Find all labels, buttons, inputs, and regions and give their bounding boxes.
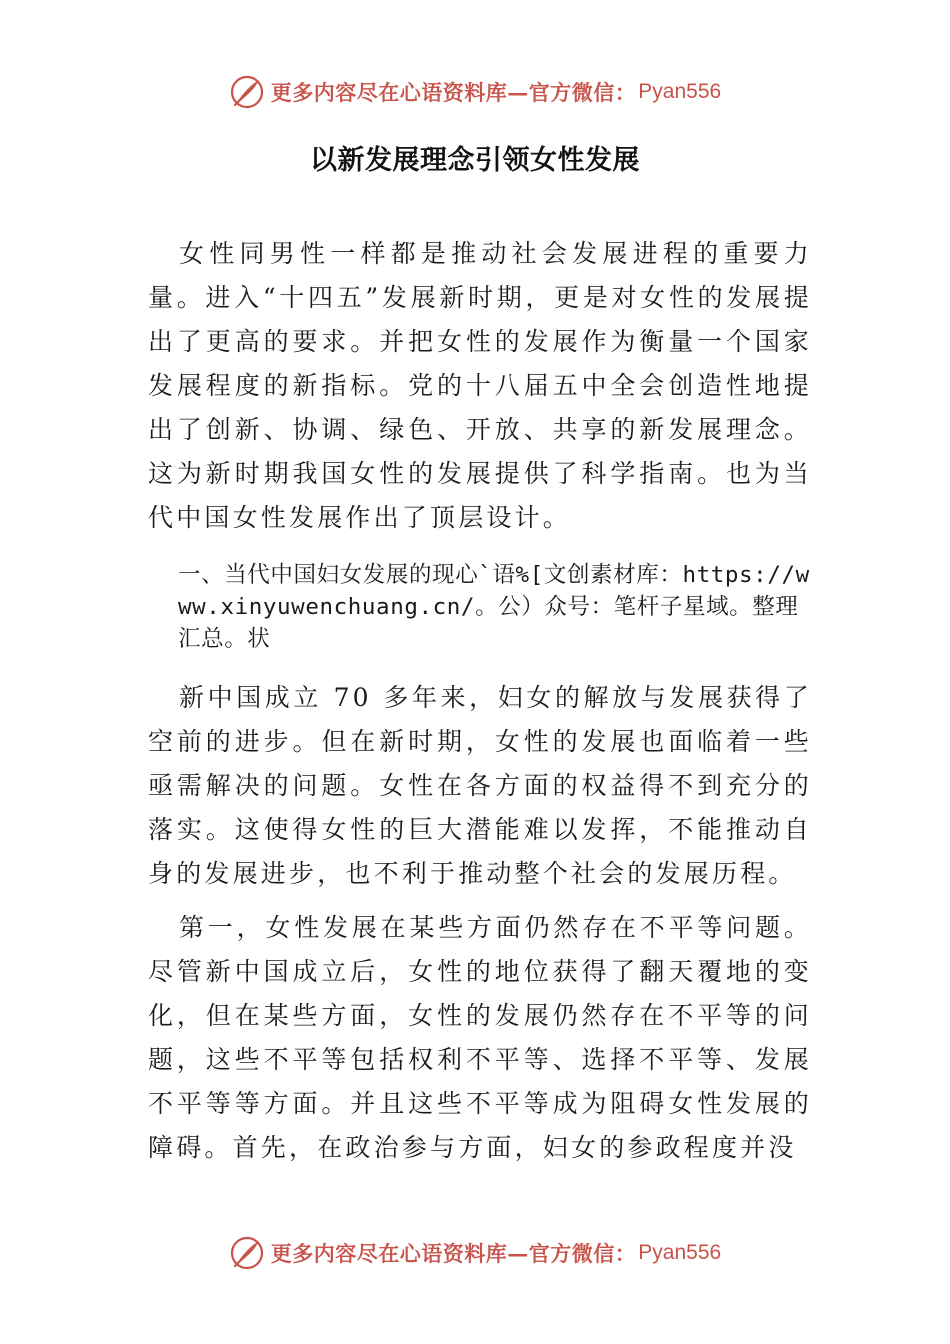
footer-banner <box>0 1229 950 1277</box>
banner-text: 更多内容尽在心语资料库—官方微信： <box>270 80 637 105</box>
quill-logo-icon <box>229 1235 265 1271</box>
paragraph-intro: 女性同男性一样都是推动社会发展进程的重要力量。进入“十四五”发展新时期，更是对女性的发展提出了更高的要求。并把女性的发展作为衡量一个国家发展程度的新指标。党的十八届五中全会创造性地提出了创新、协调、绿色、开放、共享的新发展理念。这为新时期我国女性的发展提供了科学指南。也为当代中国女性发展作出了顶层设计。 <box>148 239 812 532</box>
banner-text: 更多内容尽在心语资料库—官方微信： <box>270 1241 637 1266</box>
banner-wechat-id: Pyan556 <box>638 80 722 103</box>
document-title: 以新发展理念引领女性发展 <box>310 145 640 176</box>
quill-logo-icon <box>229 74 265 110</box>
banner-wechat-id: Pyan556 <box>638 1241 722 1264</box>
section-heading: 一、当代中国妇女发展的现心`语%[文创素材库：https://www.xinyuwenchuang.cn/。公）众号：笔杆子星域。整理汇总。状 <box>178 562 810 652</box>
paragraph-progress: 新中国成立 70 多年来，妇女的解放与发展获得了空前的进步。但在新时期，女性的发展也面临着一些亟需解决的问题。女性在各方面的权益得不到充分的落实。这使得女性的巨大潜能难以发挥，不能推动自身的发展进步，也不利于推动整个社会的发展历程。 <box>148 683 812 888</box>
paragraph-inequality: 第一，女性发展在某些方面仍然存在不平等问题。尽管新中国成立后，女性的地位获得了翻天覆地的变化，但在某些方面，女性的发展仍然存在不平等的问题，这些不平等包括权利不平等、选择不平等、发展不平等等方面。并且这些不平等成为阻碍女性发展的障碍。首先，在政治参与方面，妇女的参政程度并没 <box>148 913 812 1162</box>
header-banner <box>0 68 950 116</box>
